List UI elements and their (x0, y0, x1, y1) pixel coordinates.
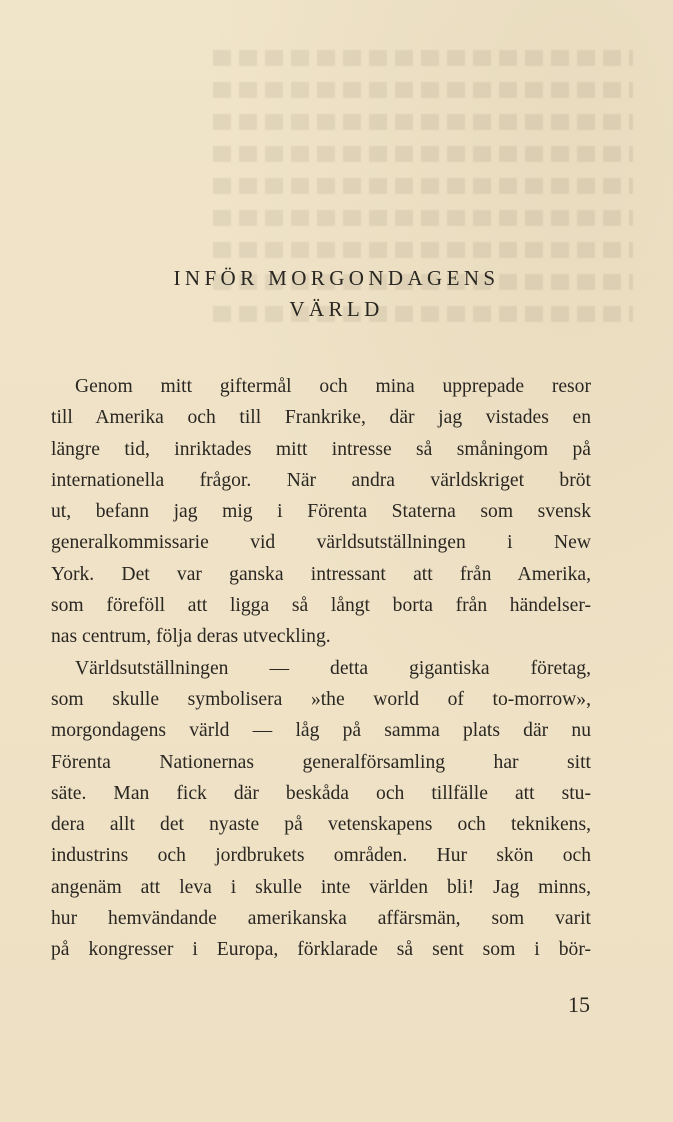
text-line: ut, befann jag mig i Förenta Staterna som svensk (51, 501, 591, 523)
text-line: som föreföll att ligga så långt borta från händelser- (51, 595, 591, 617)
text-line: säte. Man fick där beskåda och tillfälle att stu- (51, 782, 591, 804)
text-line: på kongresser i Europa, förklarade så sent som i bör- (51, 939, 591, 961)
text-line: Världsutställningen — detta gigantiska företag, (75, 657, 591, 679)
text-line: internationella frågor. När andra världskriget bröt (51, 469, 591, 491)
text-line: till Amerika och till Frankrike, där jag vistades en (51, 407, 591, 429)
body-text (51, 371, 591, 966)
text-line: generalkommissarie vid världsutställningen i New (51, 532, 591, 554)
chapter-title-line-2: VÄRLD (289, 297, 384, 321)
text-line: som skulle symbolisera »the world of to-morrow», (51, 688, 591, 710)
text-line: nas centrum, följa deras utveckling. (51, 626, 331, 648)
text-line: morgondagens värld — låg på samma plats där nu (51, 720, 591, 742)
text-line: längre tid, inriktades mitt intresse så småningom på (51, 438, 591, 460)
page-number: 15 (568, 992, 590, 1017)
text-line: Förenta Nationernas generalförsamling har sitt (51, 751, 591, 773)
text-line: York. Det var ganska intressant att från Amerika, (51, 563, 591, 585)
chapter-title-line-1: INFÖR MORGONDAGENS (173, 266, 500, 290)
text-line: hur hemvändande amerikanska affärsmän, som varit (51, 908, 591, 930)
text-line: dera allt det nyaste på vetenskapens och teknikens, (51, 814, 591, 836)
text-line: angenäm att leva i skulle inte världen bli! Jag minns, (51, 876, 591, 898)
text-line: Genom mitt giftermål och mina upprepade resor (75, 376, 591, 397)
text-line: industrins och jordbrukets områden. Hur skön och (51, 845, 591, 867)
